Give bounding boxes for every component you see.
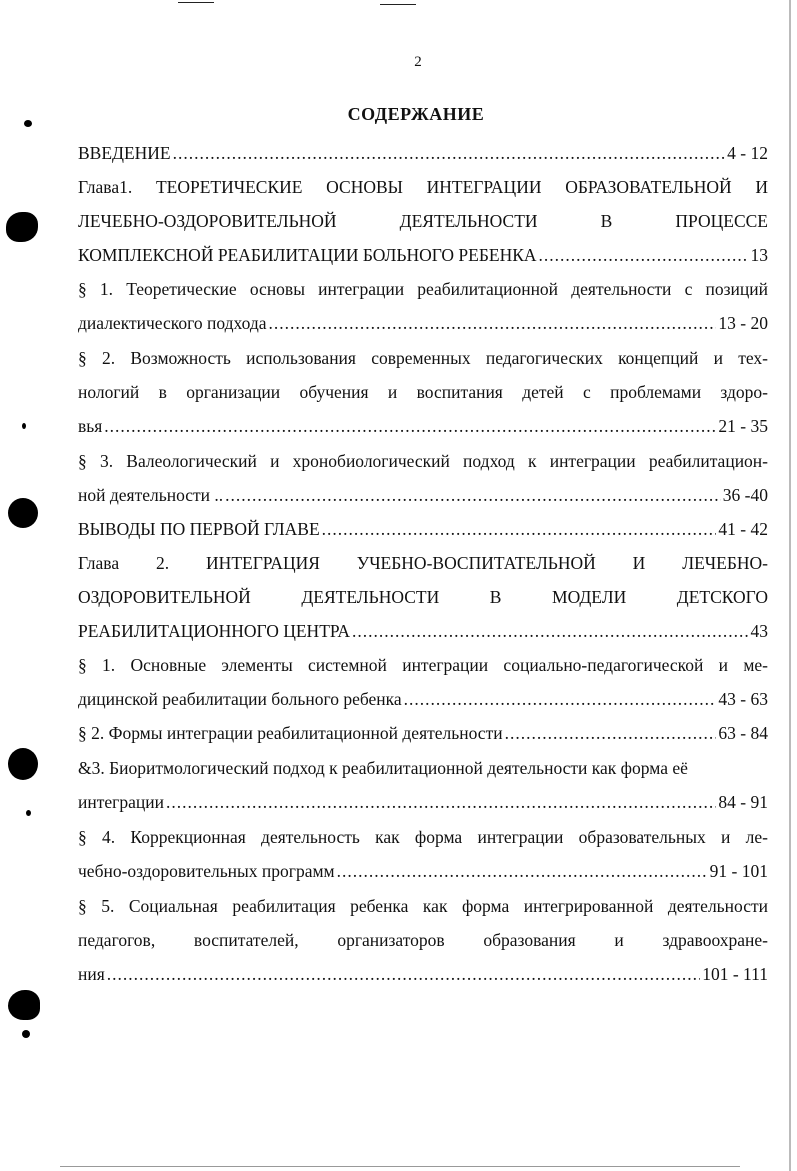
toc-section-1-2-line2: нологий в организации обучения и воспитания детей с проблемами здоро-	[78, 382, 768, 402]
punch-hole	[8, 748, 38, 780]
toc-chapter2-line3: РЕАБИЛИТАЦИОННОГО ЦЕНТРА ..... 43	[78, 614, 768, 648]
toc-section-2-1-line1: § 1. Основные элементы системной интеграции социально-педагогической и ме-	[78, 655, 768, 675]
toc-entry-introduction: ВВЕДЕНИЕ ..... 4 - 12	[78, 136, 768, 170]
toc-section-1-3-line2: ной деятельности .. ..... 36 -40	[78, 478, 768, 512]
toc-section-2-4-line2: чебно-оздоровительных программ ..... 91 - 101	[78, 854, 768, 888]
toc-section-2-3-line2: интеграции ..... 84 - 91	[78, 785, 768, 819]
toc-chapter1-line2: ЛЕЧЕБНО-ОЗДОРОВИТЕЛЬНОЙ ДЕЯТЕЛЬНОСТИ В ПРОЦЕССЕ	[78, 211, 768, 231]
toc-section-2-5-line3: ния ..... 101 - 111	[78, 957, 768, 991]
ink-blot	[22, 423, 26, 429]
punch-hole	[6, 212, 38, 242]
toc-entry-conclusions: ВЫВОДЫ ПО ПЕРВОЙ ГЛАВЕ ..... 41 - 42	[78, 512, 768, 546]
toc-chapter2-line2: ОЗДОРОВИТЕЛЬНОЙ ДЕЯТЕЛЬНОСТИ В МОДЕЛИ ДЕТСКОГО	[78, 587, 768, 607]
toc-chapter2-line1: Глава 2. ИНТЕГРАЦИЯ УЧЕБНО-ВОСПИТАТЕЛЬНОЙ И ЛЕЧЕБНО-	[78, 553, 768, 573]
punch-hole	[8, 990, 40, 1020]
page-number: 2	[414, 54, 422, 70]
toc-section-2-3-line1: &3. Биоритмологический подход к реабилитационной деятельности как форма её	[78, 758, 688, 778]
punch-hole	[8, 498, 38, 528]
ink-blot	[26, 810, 31, 816]
toc-chapter1-line1: Глава1. ТЕОРЕТИЧЕСКИЕ ОСНОВЫ ИНТЕГРАЦИИ ОБРАЗОВАТЕЛЬНОЙ И	[78, 177, 768, 197]
toc-section-1-1-line2: диалектического подхода ..... 13 - 20	[78, 306, 768, 340]
toc-section-2-2: § 2. Формы интеграции реабилитационной деятельности ..... 63 - 84	[78, 716, 768, 750]
toc-section-1-2-line3: вья ..... 21 - 35	[78, 409, 768, 443]
scan-mark	[178, 2, 214, 3]
ink-blot	[22, 1030, 30, 1038]
toc-section-2-1-line2: дицинской реабилитации больного ребенка ..... 43 - 63	[78, 682, 768, 716]
page-title: СОДЕРЖАНИЕ	[347, 104, 485, 124]
toc-section-1-3-line1: § 3. Валеологический и хронобиологический подход к интеграции реабилитацион-	[78, 451, 768, 471]
toc-section-1-1-line1: § 1. Теоретические основы интеграции реабилитационной деятельности с позиций	[78, 279, 768, 299]
scan-mark	[380, 4, 416, 5]
toc-chapter1-line3: КОМПЛЕКСНОЙ РЕАБИЛИТАЦИИ БОЛЬНОГО РЕБЕНКА ..... 13	[78, 238, 768, 272]
scan-edge	[789, 0, 791, 1171]
scan-bottom-mark	[60, 1166, 740, 1167]
toc-section-1-2-line1: § 2. Возможность использования современных педагогических концепций и тех-	[78, 348, 768, 368]
toc-section-2-5-line2: педагогов, воспитателей, организаторов образования и здравоохране-	[78, 930, 768, 950]
toc-section-2-5-line1: § 5. Социальная реабилитация ребенка как форма интегрированной деятельности	[78, 896, 768, 916]
toc-section-2-4-line1: § 4. Коррекционная деятельность как форма интеграции образовательных и ле-	[78, 827, 768, 847]
